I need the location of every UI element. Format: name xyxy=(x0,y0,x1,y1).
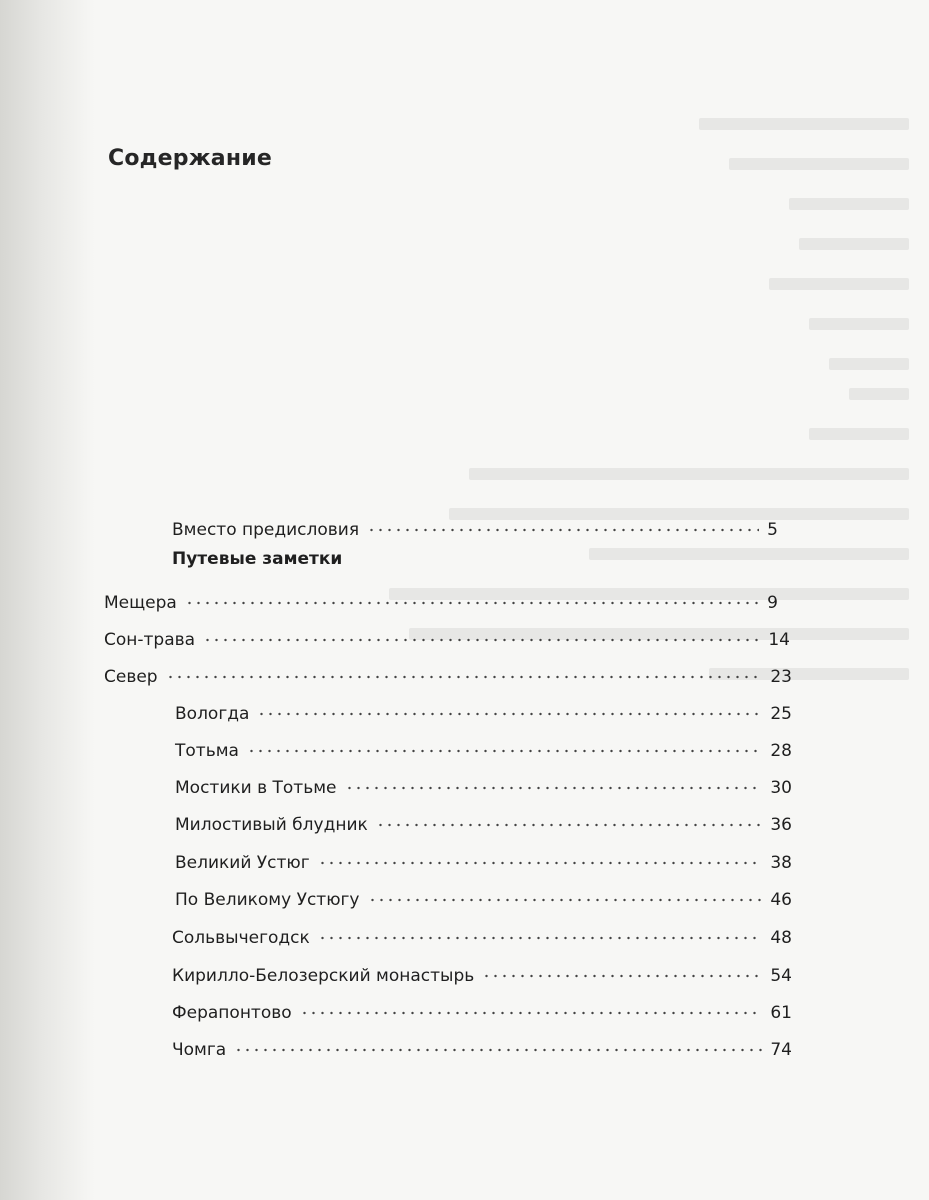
entry-label: Тотьма xyxy=(175,741,239,761)
dot-leader xyxy=(234,1031,762,1055)
entry-page-number: 23 xyxy=(770,667,792,687)
entry-label: Север xyxy=(104,667,158,687)
entry-label: Сольвычегодск xyxy=(172,928,310,948)
entry-label: Чомга xyxy=(172,1040,227,1060)
entry-page-number: 46 xyxy=(770,890,792,910)
page-gutter-shadow xyxy=(0,0,95,1200)
entry-label: Мещера xyxy=(104,593,177,613)
toc-entry-preface[interactable] xyxy=(172,511,778,540)
entry-page-number: 38 xyxy=(770,853,792,873)
entry-page-number: 14 xyxy=(768,630,790,650)
entry-page-number: 48 xyxy=(770,928,792,948)
entry-page-number: 30 xyxy=(770,778,792,798)
dot-leader xyxy=(300,994,763,1018)
entry-page-number: 74 xyxy=(770,1040,792,1060)
entry-page-number: 54 xyxy=(770,966,792,986)
entry-label: Ферапонтово xyxy=(172,1003,292,1023)
dot-leader xyxy=(482,957,762,981)
toc-entry-ferapontovo[interactable] xyxy=(172,994,792,1023)
entry-label: Вологда xyxy=(175,704,250,724)
entry-page-number: 25 xyxy=(770,704,792,724)
dot-leader xyxy=(203,621,760,645)
dot-leader xyxy=(185,584,759,608)
dot-leader xyxy=(247,732,762,756)
toc-entry-totma[interactable] xyxy=(175,732,792,761)
toc-entry-kirillo-belozersky[interactable] xyxy=(172,957,792,986)
dot-leader xyxy=(367,511,759,535)
toc-entry-po-velikomu-ustyugu[interactable] xyxy=(175,881,792,910)
entry-page-number: 36 xyxy=(770,815,792,835)
dot-leader xyxy=(318,919,763,943)
entry-label: Кирилло-Белозерский монастырь xyxy=(172,966,475,986)
entry-page-number: 5 xyxy=(767,520,778,540)
toc-entry-chomga[interactable] xyxy=(172,1031,792,1060)
dot-leader xyxy=(318,844,763,868)
toc-entry-sever[interactable] xyxy=(104,658,792,687)
entry-label: Милостивый блудник xyxy=(175,815,368,835)
dot-leader xyxy=(345,769,763,793)
entry-page-number: 61 xyxy=(770,1003,792,1023)
toc-entry-milostivy[interactable] xyxy=(175,806,792,835)
entry-page-number: 28 xyxy=(770,741,792,761)
show-through-text xyxy=(369,90,929,710)
toc-entry-vologda[interactable] xyxy=(175,695,792,724)
entry-label: Сон-трава xyxy=(104,630,196,650)
section-heading: Путевые заметки xyxy=(172,549,343,569)
page-title: Содержание xyxy=(108,146,272,171)
entry-page-number: 9 xyxy=(767,593,778,613)
entry-label: Великий Устюг xyxy=(175,853,310,873)
dot-leader xyxy=(257,695,762,719)
entry-label: По Великому Устюгу xyxy=(175,890,360,910)
toc-entry-veliky-ustyug[interactable] xyxy=(175,844,792,873)
entry-label: Мостики в Тотьме xyxy=(175,778,337,798)
toc-entry-solvychegodsk[interactable] xyxy=(172,919,792,948)
toc-entry-mostiki[interactable] xyxy=(175,769,792,798)
entry-label: Вместо предисловия xyxy=(172,520,360,540)
toc-entry-son-trava[interactable] xyxy=(104,621,790,650)
dot-leader xyxy=(376,806,763,830)
toc-entry-meshchera[interactable] xyxy=(104,584,778,613)
dot-leader xyxy=(166,658,763,682)
dot-leader xyxy=(368,881,763,905)
